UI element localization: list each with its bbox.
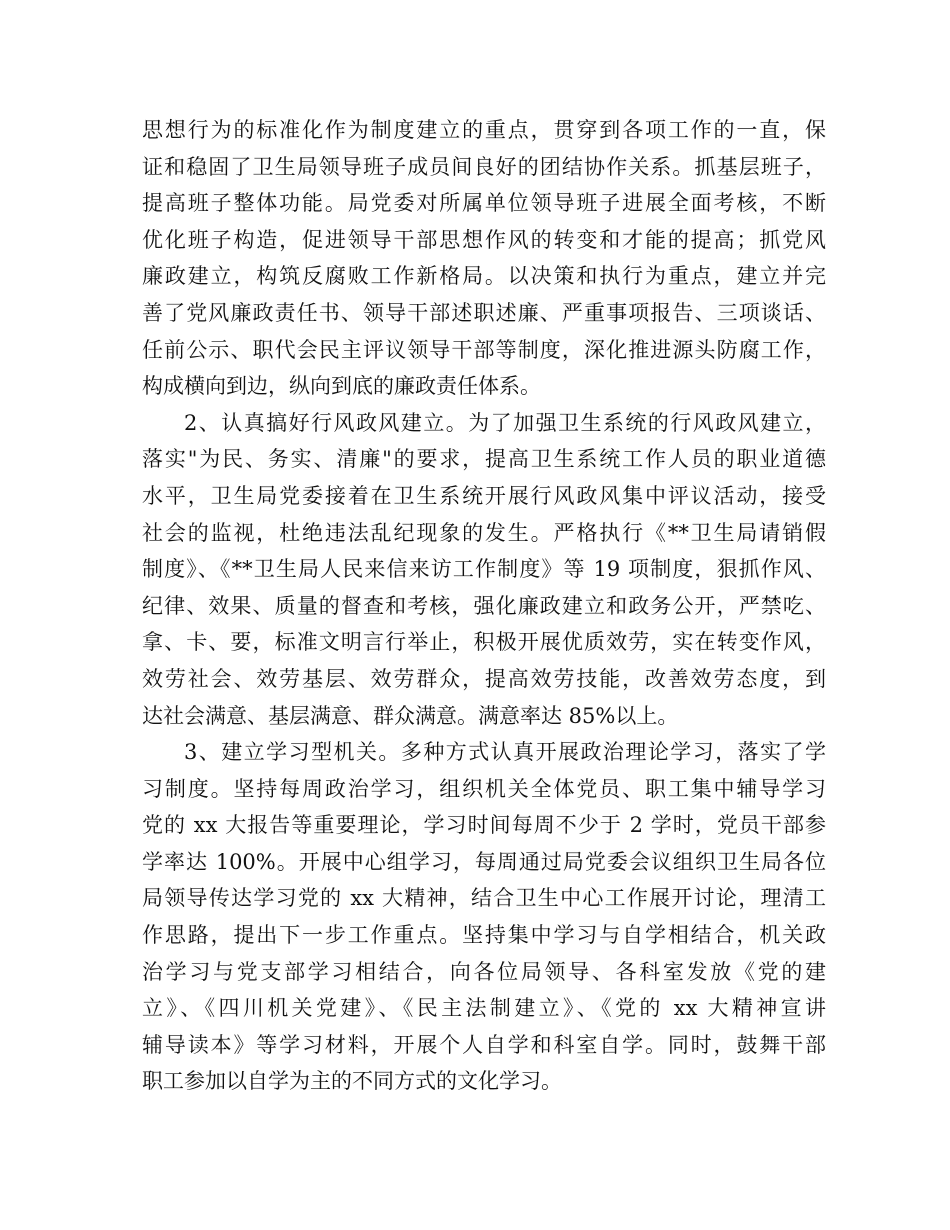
text-line: 落实"为民、务实、清廉"的要求，提高卫生系统工作人员的职业道德 (142, 447, 826, 472)
text-line: 社会的监视，杜绝违法乱纪现象的发生。严格执行《**卫生局请销假 (142, 520, 826, 545)
text-line: 职工参加以自学为主的不同方式的文化学习。 (142, 1069, 562, 1094)
text-line: 达社会满意、基层满意、群众满意。满意率达 85%以上。 (142, 703, 679, 728)
paragraph-3 (142, 734, 826, 1100)
text-line: 局领导传达学习党的 xx 大精神，结合卫生中心工作展开讨论，理清工 (142, 886, 826, 911)
paragraph-1 (142, 112, 826, 405)
text-line: 2、认真搞好行风政风建立。为了加强卫生系统的行风政风建立， (184, 410, 826, 435)
text-line: 党的 xx 大报告等重要理论，学习时间每周不少于 2 学时，党员干部参 (142, 813, 826, 838)
text-line: 治学习与党支部学习相结合，向各位局领导、各科室发放《党的建 (142, 959, 826, 984)
text-line: 善了党风廉政责任书、领导干部述职述廉、严重事项报告、三项谈话、 (142, 300, 826, 325)
text-line: 制度》、《**卫生局人民来信来访工作制度》等 19 项制度，狠抓作风、 (142, 557, 826, 582)
text-line: 作思路，提出下一步工作重点。坚持集中学习与自学相结合，机关政 (142, 923, 826, 948)
text-line: 立》、《四川机关党建》、《民主法制建立》、《党的 xx 大精神宣讲 (142, 996, 826, 1021)
paragraph-2 (142, 405, 826, 734)
text-line: 效劳社会、效劳基层、效劳群众，提高效劳技能，改善效劳态度，到 (142, 666, 826, 691)
document-page (142, 112, 826, 1100)
text-line: 思想行为的标准化作为制度建立的重点，贯穿到各项工作的一直，保 (142, 118, 826, 142)
text-line: 廉政建立，构筑反腐败工作新格局。以决策和执行为重点，建立并完 (142, 264, 826, 289)
text-line: 任前公示、职代会民主评议领导干部等制度，深化推进源头防腐工作， (142, 337, 826, 362)
text-line: 辅导读本》等学习材料，开展个人自学和科室自学。同时，鼓舞干部 (142, 1032, 826, 1057)
text-line: 3、建立学习型机关。多种方式认真开展政治理论学习，落实了学 (184, 740, 826, 765)
text-line: 学率达 100%。开展中心组学习，每周通过局党委会议组织卫生局各位 (142, 849, 826, 874)
text-line: 习制度。坚持每周政治学习，组织机关全体党员、职工集中辅导学习 (142, 776, 826, 801)
text-line: 构成横向到边，纵向到底的廉政责任体系。 (142, 374, 541, 399)
text-line: 优化班子构造，促进领导干部思想作风的转变和才能的提高；抓党风 (142, 227, 826, 252)
text-line: 证和稳固了卫生局领导班子成员间良好的团结协作关系。抓基层班子， (142, 154, 826, 179)
text-line: 提高班子整体功能。局党委对所属单位领导班子进展全面考核，不断 (142, 191, 826, 216)
text-line: 水平，卫生局党委接着在卫生系统开展行风政风集中评议活动，接受 (142, 483, 826, 508)
text-line: 纪律、效果、质量的督查和考核，强化廉政建立和政务公开，严禁吃、 (142, 593, 826, 618)
text-line: 拿、卡、要，标准文明言行举止，积极开展优质效劳，实在转变作风， (142, 630, 826, 655)
